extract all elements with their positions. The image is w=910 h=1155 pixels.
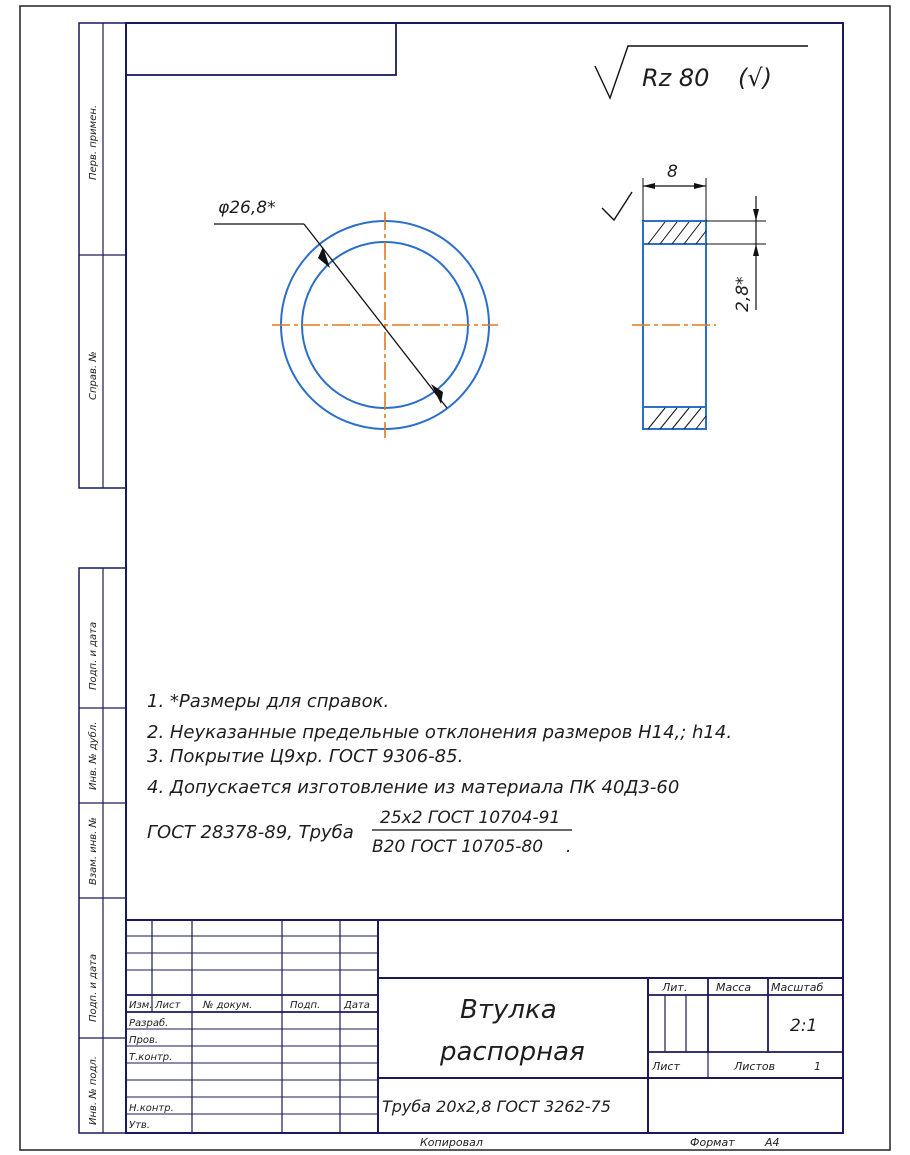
tb-role-developer: Разраб. bbox=[129, 1018, 169, 1029]
front-view bbox=[214, 198, 498, 438]
tb-mass-label: Масса bbox=[716, 981, 752, 994]
side-label-first-use: Перв. примен. bbox=[88, 104, 99, 180]
side-label-orig-inv: Инв. № подл. bbox=[88, 1056, 99, 1125]
note-2: 2. Неуказанные предельные отклонения размеров H14,; h14. bbox=[147, 722, 733, 743]
note-4: 4. Допускается изготовление из материала ПК 40Д3-60 bbox=[147, 777, 680, 798]
tb-header-sign: Подп. bbox=[290, 1000, 321, 1011]
tb-sheets-label: Листов bbox=[734, 1060, 776, 1073]
tb-lit-label: Лит. bbox=[662, 981, 688, 994]
part-material: Труба 20х2,8 ГОСТ 3262-75 bbox=[382, 1097, 611, 1116]
surface-roughness-tick bbox=[602, 192, 632, 220]
side-stamp-strip bbox=[79, 23, 126, 1133]
tb-header-change: Изм. bbox=[129, 1000, 153, 1011]
tb-header-doc: № докум. bbox=[203, 1000, 253, 1011]
note-material-suffix: . bbox=[566, 837, 572, 857]
diameter-arrow-start bbox=[318, 247, 330, 268]
hatch-top bbox=[648, 222, 706, 244]
side-label-replace-inv: Взам. инв. № bbox=[88, 817, 99, 885]
side-view bbox=[602, 162, 766, 429]
tb-role-tech-control: Т.контр. bbox=[129, 1052, 173, 1063]
footer-format-label: Формат bbox=[690, 1136, 735, 1149]
wall-dim-label: 2,8* bbox=[733, 276, 753, 312]
tb-header-sheet: Лист bbox=[155, 1000, 181, 1011]
roughness-mark bbox=[595, 46, 808, 98]
side-label-reference: Справ. № bbox=[88, 351, 99, 400]
side-label-dup-inv: Инв. № дубл. bbox=[88, 721, 99, 790]
side-label-sign-date-1: Подп. и дата bbox=[88, 621, 99, 690]
note-material-prefix: ГОСТ 28378-89, Труба bbox=[147, 822, 354, 843]
note-3: 3. Покрытие Ц9хр. ГОСТ 9306-85. bbox=[147, 746, 464, 767]
width-dim-label: 8 bbox=[667, 162, 678, 182]
tb-header-date: Дата bbox=[344, 1000, 370, 1011]
footer-format-value: A4 bbox=[765, 1136, 780, 1149]
note-material-denominator: В20 ГОСТ 10705-80 bbox=[372, 837, 544, 857]
tb-role-norm-control: Н.контр. bbox=[129, 1103, 174, 1114]
title-block bbox=[126, 920, 843, 1133]
roughness-suffix: (√) bbox=[738, 64, 773, 92]
hatch-bottom bbox=[648, 408, 706, 429]
technical-notes bbox=[147, 691, 732, 857]
drawing-frame bbox=[126, 23, 843, 1133]
note-material-numerator: 25х2 ГОСТ 10704-91 bbox=[380, 808, 561, 828]
designation-box bbox=[126, 23, 396, 75]
part-name-line2: распорная bbox=[440, 1037, 585, 1067]
diameter-label: φ26,8* bbox=[218, 198, 276, 218]
side-label-sign-date-2: Подп. и дата bbox=[88, 953, 99, 1022]
tb-sheets-value: 1 bbox=[814, 1060, 821, 1073]
footer-copied: Копировал bbox=[420, 1136, 483, 1149]
tb-scale-value: 2:1 bbox=[790, 1016, 818, 1036]
tb-sheet-label: Лист bbox=[652, 1060, 680, 1073]
part-name-line1: Втулка bbox=[460, 995, 557, 1025]
note-1: 1. *Размеры для справок. bbox=[147, 691, 390, 712]
roughness-value: Rz 80 bbox=[642, 64, 710, 92]
tb-role-checker: Пров. bbox=[129, 1035, 159, 1046]
tb-role-approved: Утв. bbox=[129, 1120, 150, 1131]
tb-scale-label: Масштаб bbox=[771, 981, 824, 994]
